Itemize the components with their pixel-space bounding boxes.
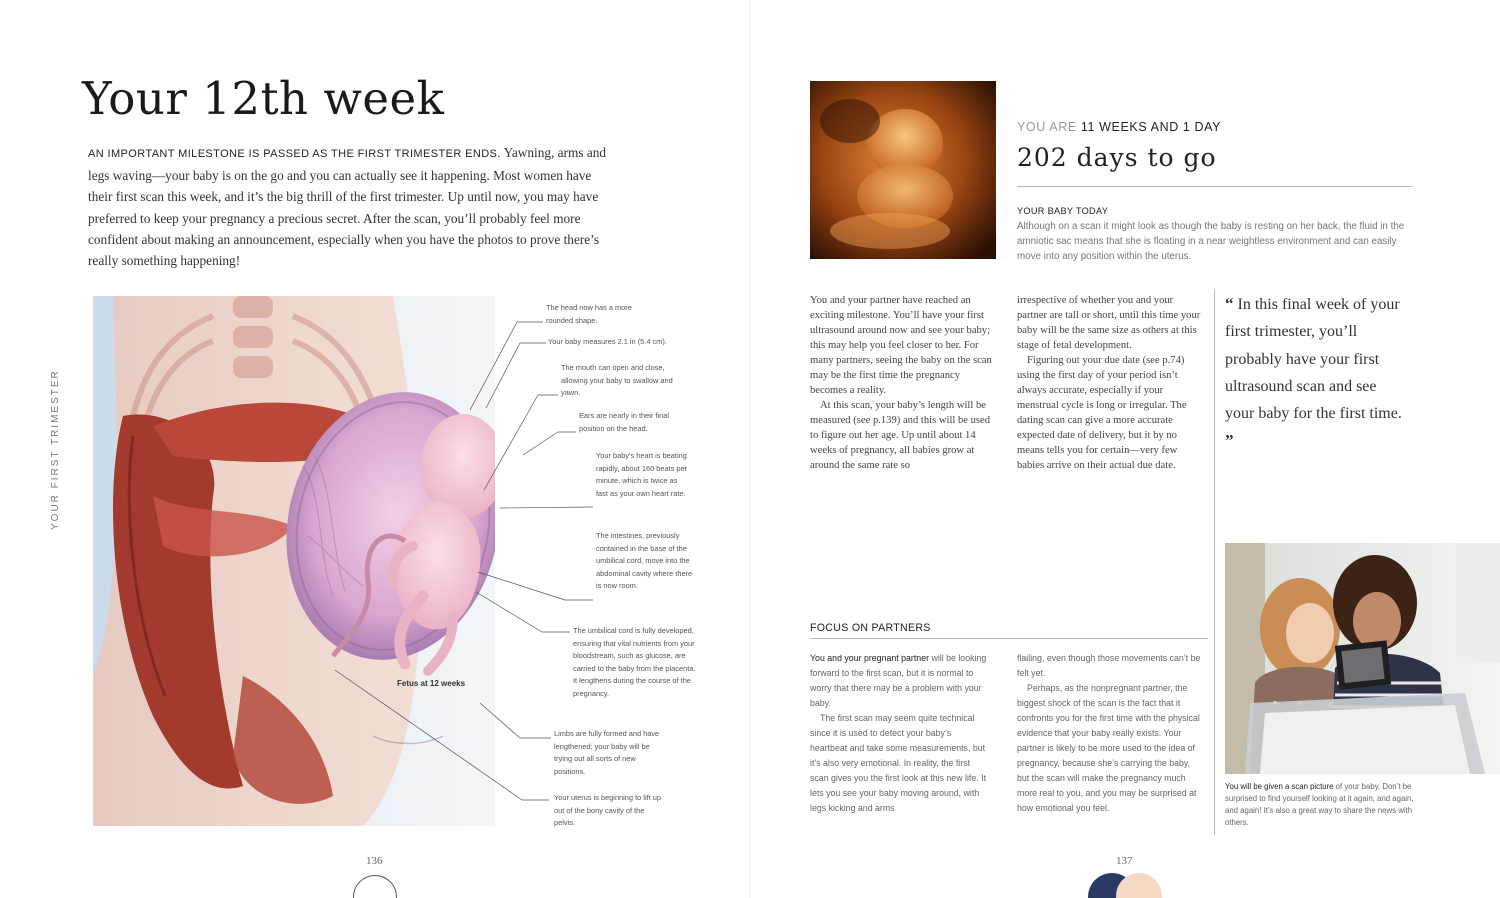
callout-ears: Ears are nearly in their final position on the head.	[579, 411, 669, 433]
body-paragraph: irrespective of whether you and your partner are tall or short, until this time your baby will be the same size as others at this stage of fetal development.	[1017, 295, 1201, 351]
caption-text: of your baby. Don’t be surprised to find yourself looking at it again, and again, and again! It’s also a great way to share the news with others.	[1225, 782, 1414, 827]
baby-today-text: Although on a scan it might look as though the baby is resting on her back, the fluid in the amniotic sac means that she is floating in a near weightless environment and can easily move into any position within the uterus.	[1017, 221, 1405, 262]
intro-lead: AN IMPORTANT MILESTONE IS PASSED AS THE FIRST TRIMESTER ENDS.	[88, 148, 501, 160]
decorative-circle	[353, 875, 397, 898]
focus-paragraph	[810, 651, 990, 711]
pull-quote-text: In this final week of your first trimester, you’ll probably have your first ultrasound scan and see your baby for the first time.	[1225, 296, 1402, 423]
ultrasound-scan-svg	[810, 81, 996, 259]
body-paragraph: You and your partner have reached an exciting milestone. You’ll have your first ultrasound around now and see your baby; this may help you feel closer to her. For many partners, seeing the baby on the scan may be the first time the pregnancy becomes a reality.	[810, 295, 992, 396]
focus-column-1	[810, 651, 990, 816]
callout-uterus: Your uterus is beginning to lift up out of the bony cavity of the pelvis.	[554, 793, 661, 827]
focus-lead: You and your pregnant partner	[810, 653, 930, 663]
pull-quote	[1225, 290, 1405, 456]
body-column-2	[1017, 293, 1205, 473]
callout-intestines: The intestines, previously contained in the base of the umbilical cord, move into the abdominal cavity where there is now room.	[596, 531, 693, 590]
intro-body: Yawning, arms and legs waving—your baby is on the go and you can actually see it happening. Most women have their first scan this week, and it’s the big thrill of the first trimester. Up until now, you may have preferred to keep your pregnancy a precious secret. After the scan, you’ll probably feel more confident about making an announcement, especially when you have the photos to prove there’s really something happening!	[88, 145, 607, 269]
page-gutter	[749, 0, 751, 898]
focus-paragraph: The first scan may seem quite technical since it is used to detect your baby’s heartbeat and take some measurements, but it’s also very emotional. In reality, the first scan gives you the first look at this new life. It lets you see your baby moving around, with legs kicking and arms	[810, 713, 987, 813]
callout-mouth: The mouth can open and close, allowing your baby to swallow and yawn.	[561, 363, 673, 397]
callout-umbilical-cord: The umbilical cord is fully developed, ensuring that vital nutrients from your bloodstream, such as glucose, are carried to the baby from the placenta. It lengthens during the course of the pregnancy.	[573, 626, 696, 698]
focus-paragraph: flailing, even though those movements can’t be felt yet.	[1017, 653, 1201, 678]
couple-photo	[1225, 543, 1500, 774]
focus-text: will be looking forward to the first scan, but it is normal to worry that there may be a problem with your baby.	[810, 653, 987, 708]
callout-heart: Your baby’s heart is beating rapidly, about 160 beats per minute, which is twice as fast as your own heart rate.	[596, 451, 688, 498]
page-number-left: 136	[366, 855, 383, 867]
divider	[810, 638, 1208, 639]
photo-caption	[1225, 781, 1417, 829]
anatomy-illustration-svg	[93, 296, 495, 826]
focus-heading: FOCUS ON PARTNERS	[810, 622, 931, 634]
callout-length: Your baby measures 2.1 in (5.4 cm).	[548, 337, 667, 346]
spine-label: YOUR FIRST TRIMESTER	[50, 369, 61, 530]
days-to-go: 202 days to go	[1017, 143, 1217, 172]
page-number-right: 137	[1116, 855, 1133, 867]
ultrasound-scan-image	[810, 81, 996, 259]
you-are-prefix: YOU ARE	[1017, 120, 1077, 134]
callout-limbs: Limbs are fully formed and have lengthened; your baby will be trying out all sorts of new positions.	[554, 729, 660, 776]
you-are-line	[1017, 120, 1221, 134]
focus-column-2	[1017, 651, 1202, 816]
vertical-divider	[1214, 290, 1215, 835]
you-are-value: 11 WEEKS AND 1 DAY	[1080, 120, 1222, 134]
page-title: Your 12th week	[82, 72, 445, 125]
baby-today-heading: YOUR BABY TODAY	[1017, 206, 1109, 216]
fetus-illustration	[93, 296, 495, 826]
body-paragraph: Figuring out your due date (see p.74) using the first day of your period isn’t always accurate, especially if your menstrual cycle is long or irregular. The dating scan can give a more accurate expected date of delivery, but it by no means tells you for certain—very few babies arrive on their actual due date.	[1017, 355, 1187, 471]
close-quote-mark: ”	[1225, 431, 1234, 451]
focus-paragraph: Perhaps, as the nonpregnant partner, the biggest shock of the scan is the fact that it confronts you for the first time with the physical evidence that your baby really exists. Your partner is likely to be more used to the idea of pregnancy, because she’s carrying the baby, but the scan will make the pregnancy much more real to you, and you may be surprised at how emotional you feel.	[1017, 683, 1200, 813]
intro-paragraph	[88, 142, 608, 271]
fetus-label: Fetus at 12 weeks	[397, 679, 466, 688]
caption-lead: You will be given a scan picture	[1225, 782, 1334, 791]
body-paragraph: At this scan, your baby’s length will be measured (see p.139) and this will be used to figure out her age. Up until about 14 weeks of pregnancy, all babies grow at around the same rate so	[810, 400, 991, 471]
section-spine	[36, 369, 61, 532]
body-column-1	[810, 293, 998, 473]
divider	[1017, 186, 1412, 187]
couple-photo-svg	[1225, 543, 1500, 774]
open-quote-mark: “	[1225, 294, 1234, 313]
callout-head: The head now has a more rounded shape.	[546, 303, 632, 325]
